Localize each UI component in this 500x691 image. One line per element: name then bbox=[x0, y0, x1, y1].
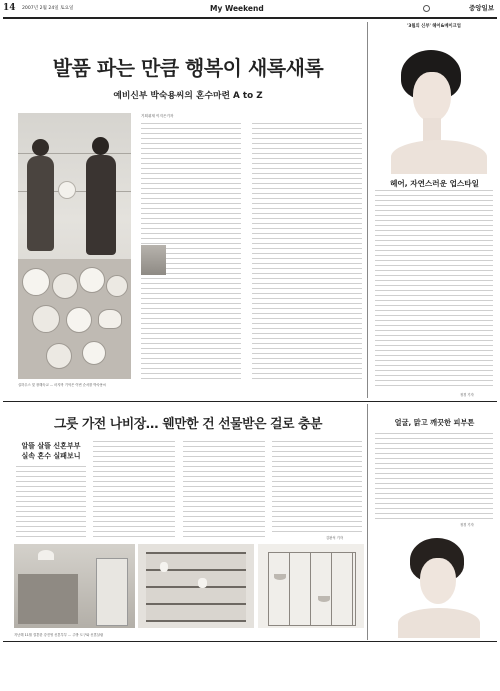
story2-deck bbox=[16, 441, 86, 461]
person-figure bbox=[32, 139, 49, 156]
store-interior-photo bbox=[141, 245, 166, 275]
story1-headline: 발품 파는 만큼 행복이 새록새록 bbox=[52, 56, 324, 80]
pendant-lamp bbox=[38, 550, 54, 560]
story2-body-text bbox=[272, 441, 362, 533]
story2-body-text bbox=[93, 441, 175, 538]
cabinet-photo bbox=[258, 544, 364, 628]
dinner-plate bbox=[106, 275, 128, 297]
story1-byline: 기획취재 이지은기자 bbox=[141, 114, 174, 118]
bowl bbox=[274, 574, 286, 580]
kitchen-photo bbox=[14, 544, 135, 628]
dinner-plate bbox=[52, 273, 78, 299]
dinner-plate bbox=[66, 307, 92, 333]
vase bbox=[198, 578, 207, 588]
cabinet bbox=[18, 574, 78, 624]
sidebar-top-tag: '3월의 신부' 헤어&메이크업 bbox=[407, 24, 461, 29]
person-figure bbox=[92, 137, 109, 155]
dinner-plate bbox=[32, 305, 60, 333]
story1-deck: 예비신부 박숙용씨의 혼수마련 A to Z bbox=[113, 91, 263, 101]
sidebar-top-subhead: 헤어, 자연스러운 업스타일 bbox=[390, 179, 479, 188]
bride-shoulder bbox=[398, 608, 480, 638]
bride-face-photo bbox=[380, 530, 494, 638]
footer-rule bbox=[3, 641, 497, 642]
dinner-plate bbox=[46, 343, 72, 369]
sidebar-bottom-byline: 정경 기자 bbox=[460, 523, 474, 527]
dinner-plate bbox=[58, 181, 76, 199]
story2-deck-line: 알뜰 살뜰 신혼부부 bbox=[21, 442, 81, 450]
issue-date: 2007년 2월 24일 토요일 bbox=[22, 6, 74, 11]
fridge bbox=[96, 558, 128, 626]
teapot bbox=[98, 309, 122, 329]
bride-face bbox=[413, 72, 451, 122]
story2-photo-caption: 지난해 11월 결혼한 강진영 신혼부부 … 주방 도구와 신혼살림 bbox=[14, 633, 104, 637]
cabinet-shelves bbox=[268, 552, 356, 626]
story2-deck-line: 실속 혼수 실패보니 bbox=[21, 452, 81, 460]
newspaper-name: 중앙일보 bbox=[469, 4, 495, 12]
bride-updo-photo bbox=[379, 32, 496, 174]
shelf-photo bbox=[138, 544, 254, 628]
dinner-plate bbox=[79, 267, 105, 293]
page-header bbox=[0, 0, 500, 20]
dinner-plate bbox=[82, 341, 106, 365]
section-title: My Weekend bbox=[210, 4, 264, 13]
story2-body-text bbox=[16, 466, 86, 538]
dinner-plate bbox=[22, 268, 50, 296]
page-number: 14 bbox=[3, 3, 16, 13]
story2-headline: 그릇 가전 나비장… 웬만한 건 선물받은 걸로 충분 bbox=[53, 417, 323, 432]
story1-body-text bbox=[252, 123, 362, 379]
story2-body-text bbox=[183, 441, 265, 538]
sidebar-bottom-body bbox=[375, 433, 493, 519]
sidebar-bottom-subhead: 얼굴, 맑고 깨끗한 피부톤 bbox=[394, 418, 475, 427]
header-rule bbox=[3, 17, 497, 19]
sidebar-top-body bbox=[375, 190, 493, 390]
tableware-shop-photo bbox=[18, 113, 131, 379]
column-divider bbox=[367, 22, 368, 398]
sidebar-top-byline: 정경 기자 bbox=[460, 393, 474, 397]
person-figure bbox=[27, 156, 54, 251]
story1-photo-caption: 실하우스 및 장해숙교 … 마지막 기억은 이번 순서를 박숙용씨 bbox=[18, 383, 107, 387]
column-divider bbox=[367, 404, 368, 640]
vase bbox=[160, 562, 168, 572]
person-figure bbox=[86, 155, 116, 255]
section-rule bbox=[3, 401, 497, 402]
bowl bbox=[318, 596, 330, 602]
story2-byline: 김완석 기자 bbox=[326, 536, 343, 540]
bride-shoulder bbox=[391, 140, 487, 174]
newspaper-seal-icon bbox=[423, 5, 430, 12]
bride-face bbox=[420, 558, 456, 604]
